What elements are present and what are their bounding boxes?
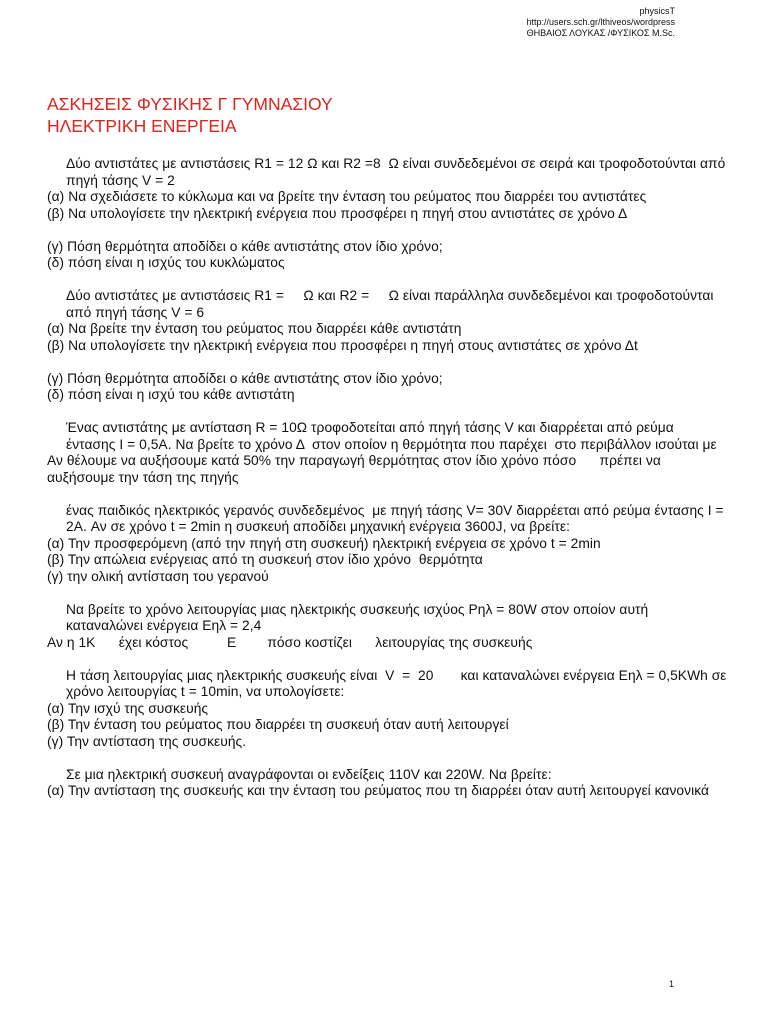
exercise-6: [47, 667, 731, 751]
spacer: [47, 585, 727, 602]
exercise-line: (α) Να βρείτε την ένταση του ρεύματος που διαρρέει κάθε αντιστάτη: [47, 321, 462, 336]
exercise-5: [47, 602, 727, 652]
exercise-line: (γ) την ολική αντίσταση του γερανού: [47, 568, 269, 584]
exercise-line: (α) Την προσφερόμενη (από την πηγή στη συσκευή) ηλεκτρική ενέργεια σε χρόνο t = 2min: [47, 535, 601, 551]
exercise-line: (β) Την απώλεια ενέργειας από τη συσκευή στον ίδιο χρόνο θερμότητα: [47, 552, 483, 567]
page-title: [47, 93, 333, 137]
exercise-line: [47, 222, 727, 239]
exercise-line: (α) Την αντίσταση της συσκευής και την ένταση του ρεύματος που τη διαρρέει όταν αυτή λειτουργεί κανονικά: [47, 783, 710, 798]
header-url: http://users.sch.gr/lthiveos/wordpress: [526, 17, 675, 27]
exercise-list: [47, 156, 731, 800]
exercise-line: (δ) πόση είναι η ισχύ του κάθε αντιστάτη: [47, 387, 295, 402]
exercise-line: Αν θέλουμε να αυξήσουμε κατά 50% την παραγωγή θερμότητας στον ίδιο χρόνο πόσο πρέπει να αυξήσουμε την τάση της πηγής: [47, 453, 665, 485]
exercise-intro: Σε μια ηλεκτρική συσκευή αναγράφονται οι ενδείξεις 110V και 220W. Να βρείτε:: [66, 766, 552, 782]
exercise-2: [47, 288, 727, 404]
title-line-1: ΑΣΚΗΣΕΙΣ ΦΥΣΙΚΗΣ Γ ΓΥΜΝΑΣΙΟΥ: [47, 94, 333, 114]
exercise-line: (β) Την ένταση του ρεύματος που διαρρέει τη συσκευή όταν αυτή λειτουργεί: [47, 717, 509, 732]
exercise-intro: Ένας αντιστάτης με αντίσταση R = 10Ω τροφοδοτείται από πηγή τάσης V και διαρρέεται από ρεύμα έντασης I = 0,5A. Να βρείτε το χρόνο Δ στον οποίον η θερμότητα που παρέχει στο περιβάλλον ισούται με: [66, 420, 717, 452]
title-line-2: ΗΛΕΚΤΡΙΚΗ ΕΝΕΡΓΕΙΑ: [47, 116, 237, 136]
exercise-line: (α) Να σχεδιάσετε το κύκλωμα και να βρείτε την ένταση του ρεύματος που διαρρέει του αντιστάτες: [47, 189, 647, 204]
exercise-line: (α) Την ισχύ της συσκευής: [47, 700, 209, 716]
exercise-intro: ένας παιδικός ηλεκτρικός γερανός συνδεδεμένος με πηγή τάσης V= 30V διαρρέεται από ρεύμα έντασης I = 2A. Αν σε χρόνο t = 2min η συσκευή αποδίδει μηχανική ενέργεια 3600J, να βρείτε:: [66, 502, 728, 534]
exercise-3: [47, 420, 727, 486]
exercise-line: (γ) Την αντίσταση της συσκευής.: [47, 733, 247, 749]
exercise-line: (γ) Πόση θερμότητα αποδίδει ο κάθε αντιστάτης στον ίδιο χρόνο;: [47, 370, 443, 386]
spacer: [47, 750, 727, 767]
exercise-1: [47, 156, 730, 272]
spacer: [47, 404, 727, 421]
exercise-intro: Δύο αντιστάτες με αντιστάσεις R1 = 12 Ω και R2 =8 Ω είναι συνδεδεμένοι σε σειρά και τροφοδοτούνται από πηγή τάσης V = 2: [66, 156, 730, 188]
page-header: [526, 6, 675, 39]
spacer: [47, 651, 727, 668]
exercise-line: (β) Να υπολογίσετε την ηλεκτρική ενέργεια που προσφέρει η πηγή στου αντιστάτες σε χρόνο Δ: [47, 205, 628, 221]
exercise-line: Αν η 1K έχει κόστος Ε πόσο κοστίζει λειτουργίας της συσκευής: [47, 634, 533, 650]
exercise-intro: Δύο αντιστάτες με αντιστάσεις R1 = Ω και R2 = Ω είναι παράλληλα συνδεδεμένοι και τροφοδοτούνται από πηγή τάσης V = 6: [66, 288, 718, 320]
exercise-7: [47, 767, 727, 800]
spacer: [47, 272, 727, 289]
exercise-line: (δ) πόση είναι η ισχύς του κυκλώματος: [47, 255, 285, 270]
exercise-line: (β) Να υπολογίσετε την ηλεκτρική ενέργεια που προσφέρει η πηγή στους αντιστάτες σε χρόνο Δt: [47, 337, 638, 353]
exercise-intro: Η τάση λειτουργίας μιας ηλεκτρικής συσκευής είναι V = 20 και καταναλώνει ενέργεια Eηλ = 0,5KWh σε χρόνο λειτουργίας t = 10min, να υπολογίσετε:: [66, 667, 731, 699]
header-author: ΘΗΒΑΙΟΣ ΛΟΥΚΑΣ /ΦΥΣΙΚΟΣ M.Sc.: [526, 28, 675, 38]
page-number: 1: [669, 979, 675, 989]
exercise-intro: Να βρείτε το χρόνο λειτουργίας μιας ηλεκτρικής συσκευής ισχύος Pηλ = 80W στον οποίον αυτή καταναλώνει ενέργεια Eηλ = 2,4: [66, 601, 653, 633]
spacer: [47, 486, 727, 503]
exercise-line: [47, 354, 727, 371]
exercise-4: [47, 503, 727, 586]
header-line-1: physicsT: [639, 6, 675, 16]
exercise-line: (γ) Πόση θερμότητα αποδίδει ο κάθε αντιστάτης στον ίδιο χρόνο;: [47, 238, 443, 254]
